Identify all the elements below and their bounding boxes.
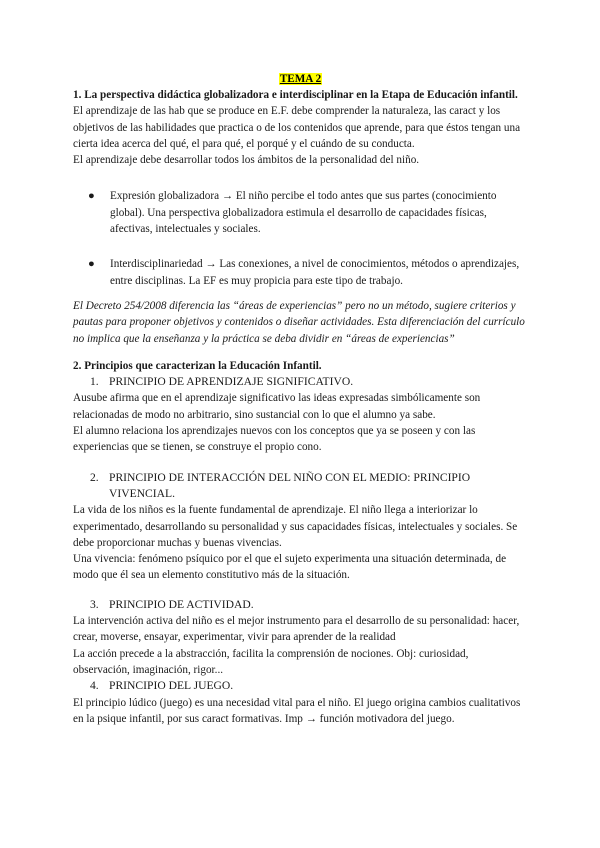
principle-3-paragraph-2: La acción precede a la abstracción, facilita la comprensión de nociones. Obj: curiosidad, observación, imaginación, rigor... bbox=[73, 647, 469, 676]
document-page bbox=[73, 71, 528, 727]
principle-2-paragraph-2: Una vivencia: fenómeno psíquico por el que el sujeto experimenta una situación determinada, de modo que él sea un elemento constitutivo más de la situación. bbox=[73, 553, 507, 582]
bullet-text: Expresión globalizadora → El niño percibe el todo antes que sus partes (conocimiento global). Una perspectiva globalizadora estimula el desarrollo de capacidades físicas, afectivas, intelectuales y sociales. bbox=[110, 190, 497, 236]
principle-1-title bbox=[73, 374, 528, 390]
principle-4-paragraph-1: El principio lúdico (juego) es una necesidad vital para el niño. El juego origina cambios cualitativos en la psique infantil, por sus caract formativas. Imp → función motivadora del juego. bbox=[73, 696, 521, 725]
principle-number: 4. bbox=[90, 679, 99, 693]
principle-number: 2. bbox=[90, 470, 99, 484]
bullet-icon: ● bbox=[88, 258, 95, 271]
principle-2-paragraph-1: La vida de los niños es la fuente fundamental de aprendizaje. El niño llega a interiorizar lo experimentado, desarrollando su personalidad y sus capacidades físicas, intelectuales y sociales. Se debe proporcionar muchas y buenas vivencias. bbox=[73, 504, 518, 549]
section-1-paragraph-1: El aprendizaje de las hab que se produce en E.F. debe comprender la naturaleza, las caract y los objetivos de las habilidades que practica o de los contenidos que aprende, para que éstos tengan una cierta idea acerca del qué, el para qué, el porqué y el cuándo de su conducta. bbox=[73, 105, 521, 150]
principle-3-paragraph-1: La intervención activa del niño es el mejor instrumento para el desarrollo de su personalidad: hacer, crear, moverse, ensayar, experimentar, vivir para aprender de la realidad bbox=[73, 615, 520, 644]
decreto-note: El Decreto 254/2008 diferencia las “áreas de experiencias” pero no un método, sugiere criterios y pautas para proponer objetivos y contenidos o diseñar actividades. Esta diferenciación del currículo no implica que la enseñanza y la práctica se deba dividir en “áreas de experiencias” bbox=[73, 299, 525, 345]
principle-title-text: PRINCIPIO DE APRENDIZAJE SIGNIFICATIVO. bbox=[109, 375, 354, 389]
principle-3-title bbox=[73, 597, 528, 613]
bullet-item-interdisciplinariedad bbox=[73, 256, 528, 289]
principle-title-text: PRINCIPIO DEL JUEGO. bbox=[109, 679, 234, 693]
section-2-heading: 2. Principios que caracterizan la Educación Infantil. bbox=[73, 359, 322, 372]
section-1-heading: 1. La perspectiva didáctica globalizadora e interdisciplinar en la Etapa de Educación infantil. bbox=[73, 89, 518, 101]
principle-title-text: PRINCIPIO DE INTERACCIÓN DEL NIÑO CON EL MEDIO: PRINCIPIO VIVENCIAL. bbox=[109, 470, 471, 500]
principle-1-paragraph-2: El alumno relaciona los aprendizajes nuevos con los conceptos que ya se poseen y con las experiencias que se tienen, se construye el propio cono. bbox=[73, 425, 476, 454]
bullet-text: Interdisciplinariedad → Las conexiones, a nivel de conocimientos, métodos o aprendizajes, entre disciplinas. La EF es muy propicia para este tipo de trabajo. bbox=[110, 258, 520, 287]
principle-title-text: PRINCIPIO DE ACTIVIDAD. bbox=[109, 597, 254, 611]
section-1-paragraph-2: El aprendizaje debe desarrollar todos los ámbitos de la personalidad del niño. bbox=[73, 154, 420, 167]
doc-title: TEMA 2 bbox=[279, 73, 322, 85]
principle-4-title bbox=[73, 678, 528, 694]
title-line bbox=[73, 71, 528, 87]
bullet-icon: ● bbox=[88, 190, 95, 203]
bullet-item-globalizadora bbox=[73, 188, 528, 237]
principle-1-paragraph-1: Ausube afirma que en el aprendizaje significativo las ideas expresadas simbólicamente son relacionadas de modo no arbitrario, sino sustancial con lo que el alumno ya sabe. bbox=[73, 392, 481, 421]
principle-number: 1. bbox=[90, 375, 99, 389]
principle-2-title bbox=[73, 470, 528, 503]
principle-number: 3. bbox=[90, 597, 99, 611]
